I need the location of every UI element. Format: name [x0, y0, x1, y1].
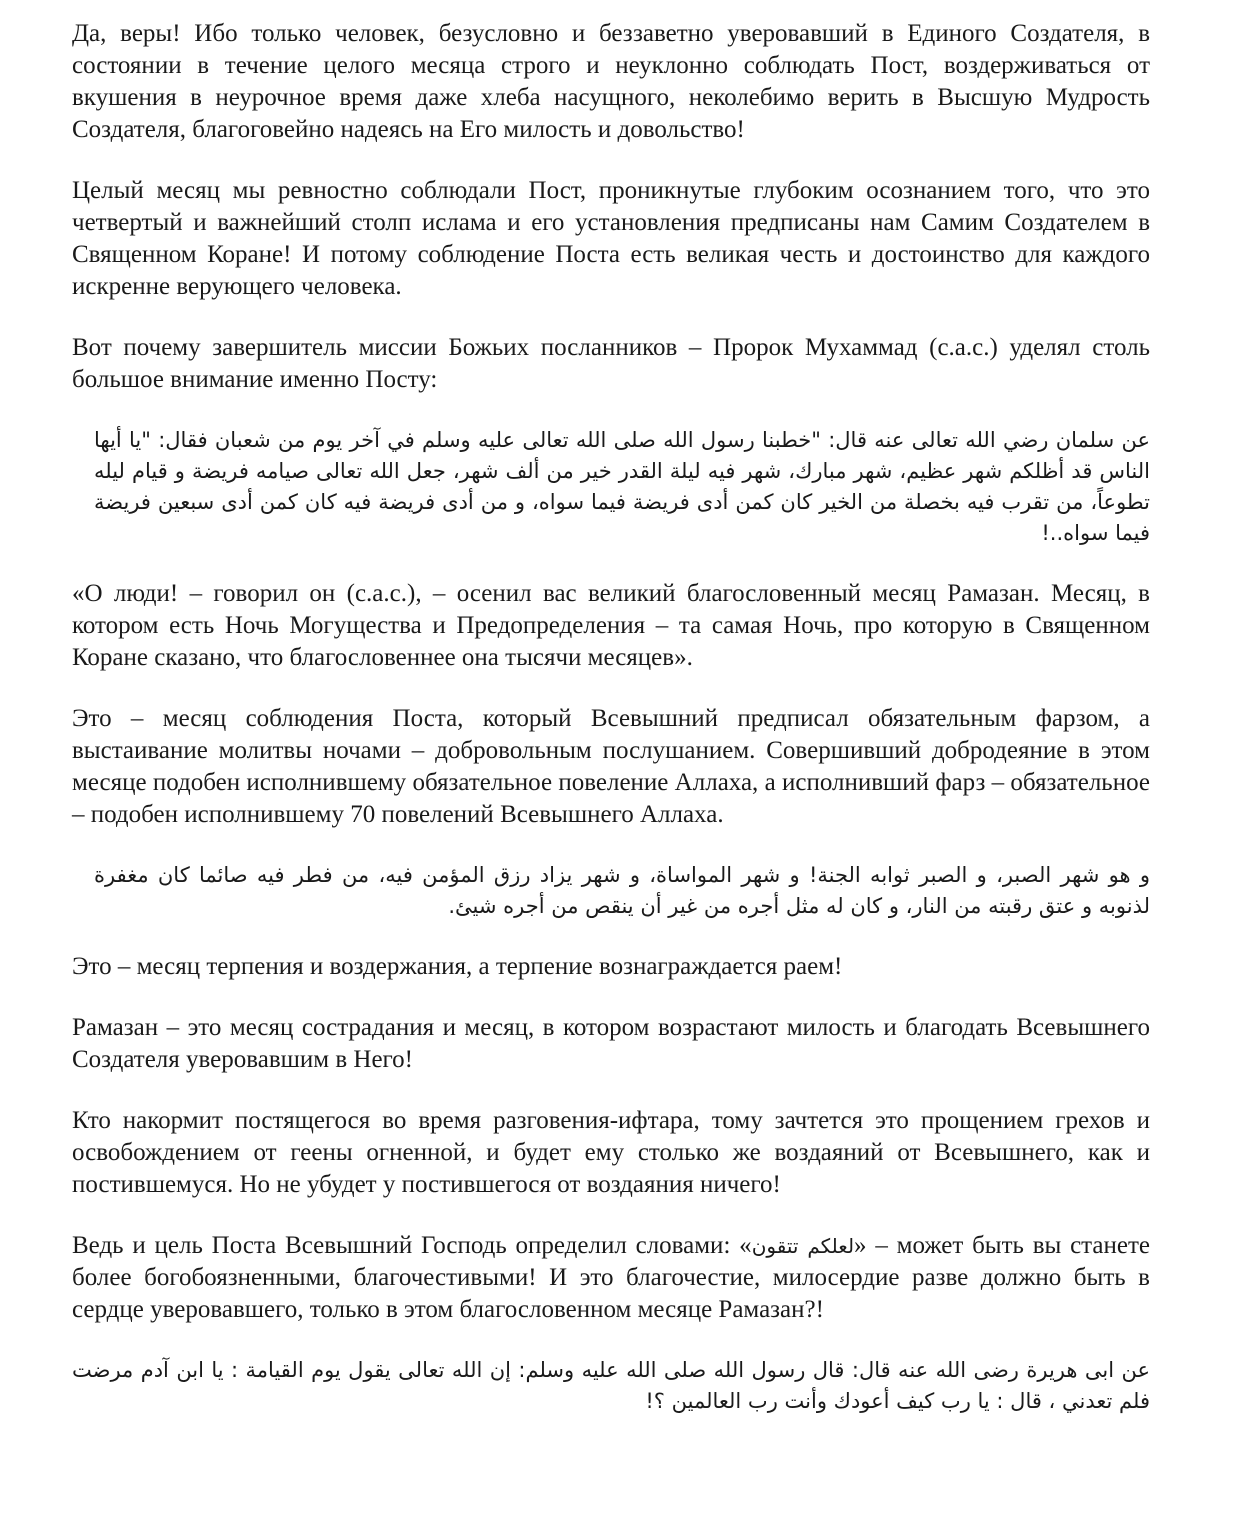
paragraph-month-of-fasting: Целый месяц мы ревностно соблюдали Пост, проникнутые глубоким осознанием того, что это четвертый и важнейший столп ислама и его установления предписаны нам Самим Создателем в Священном Коране! И потому соблюдение Поста есть великая честь и достоинство для каждого искренне верующего человека. [72, 177, 1150, 300]
paragraph-prophet-attention: Вот почему завершитель миссии Божьих посланников – Пророк Мухаммад (с.а.с.) уделял столь большое внимание именно Посту: [72, 334, 1150, 393]
paragraph-iftar: Кто накормит постящегося во время разговения-ифтара, тому зачтется это прощением грехов и освобождением от геены огненной, и будет ему столько же воздаяний от Всевышнего, как и постившемуся. Но не убудет у постившегося от воздаяния ничего! [72, 1107, 1150, 1198]
arabic-hadith-salman: عن سلمان رضي الله تعالى عنه قال: "خطبنا رسول الله صلى الله تعالى عليه وسلم في آخر يوم من شعبان فقال: "يا أيها الناس قد أظلكم شهر عظيم، شهر مبارك، شهر فيه ليلة القدر خير من ألف شهر، جعل الله تعالى صيامه فريضة و قيام ليله تطوعاً، من تقرب فيه بخصلة من الخير كان كمن أدى فريضة فيما سواه، و من أدى فريضة فيه كان كمن أدى سبعين فريضة فيما سواه..! [94, 428, 1150, 545]
arabic-hadith-patience: و هو شهر الصبر، و الصبر ثوابه الجنة! و شهر المواساة، و شهر يزاد رزق المؤمن فيه، من فطر فيه صائما كان مغفرة لذنوبه و عتق رقبته من النار، و كان له مثل أجره من غير أن ينقص من أجره شيئ. [94, 863, 1150, 918]
paragraph-goal-of-fasting [72, 1230, 1150, 1326]
document-page [72, 18, 1150, 1446]
paragraph-o-people: «О люди! – говорил он (с.а.с.), – осенил вас великий благословенный месяц Рамазан. Месяц, в котором есть Ночь Могущества и Предопределения – та самая Ночь, про которую в Священном Коране сказано, что благословеннее она тысячи месяцев». [72, 580, 1150, 671]
arabic-hadith-abu-hurayra: عن ابى هريرة رضى الله عنه قال: قال رسول الله صلى الله عليه وسلم: إن الله تعالى يقول يوم القيامة : يا ابن آدم مرضت فلم تعدني ، قال : يا رب كيف أعودك وأنت رب العالمين ؟! [72, 1358, 1150, 1413]
paragraph-compassion: Рамазан – это месяц сострадания и месяц, в котором возрастают милость и благодать Всевышнего Создателя уверовавшим в Него! [72, 1014, 1150, 1073]
goal-arabic-phrase: لعلكم تتقون [751, 1234, 855, 1258]
paragraph-faith: Да, веры! Ибо только человек, безусловно и беззаветно уверовавший в Единого Создателя, в состоянии в течение целого месяца строго и неуклонно соблюдать Пост, воздерживаться от вкушения в неурочное время даже хлеба насущного, неколебимо верить в Высшую Мудрость Создателя, благоговейно надеясь на Его милость и довольство! [72, 20, 1150, 143]
goal-text-after: » – может быть вы станете более богобоязненными, благочестивыми! И это благочестие, милосердие разве должно быть в сердце уверовавшего, только в этом благословенном месяце Рамазан?! [72, 1232, 1151, 1323]
paragraph-fard: Это – месяц соблюдения Поста, который Всевышний предписал обязательным фарзом, а выстаивание молитвы ночами – добровольным послушанием. Совершивший добродеяние в этом месяце подобен исполнившему обязательное повеление Аллаха, а исполнивший фарз – обязательное – подобен исполнившему 70 повелений Всевышнего Аллаха. [72, 705, 1150, 828]
paragraph-patience: Это – месяц терпения и воздержания, а терпение вознаграждается раем! [72, 953, 843, 980]
goal-text-before: Ведь и цель Поста Всевышний Господь определил словами: « [72, 1232, 752, 1259]
